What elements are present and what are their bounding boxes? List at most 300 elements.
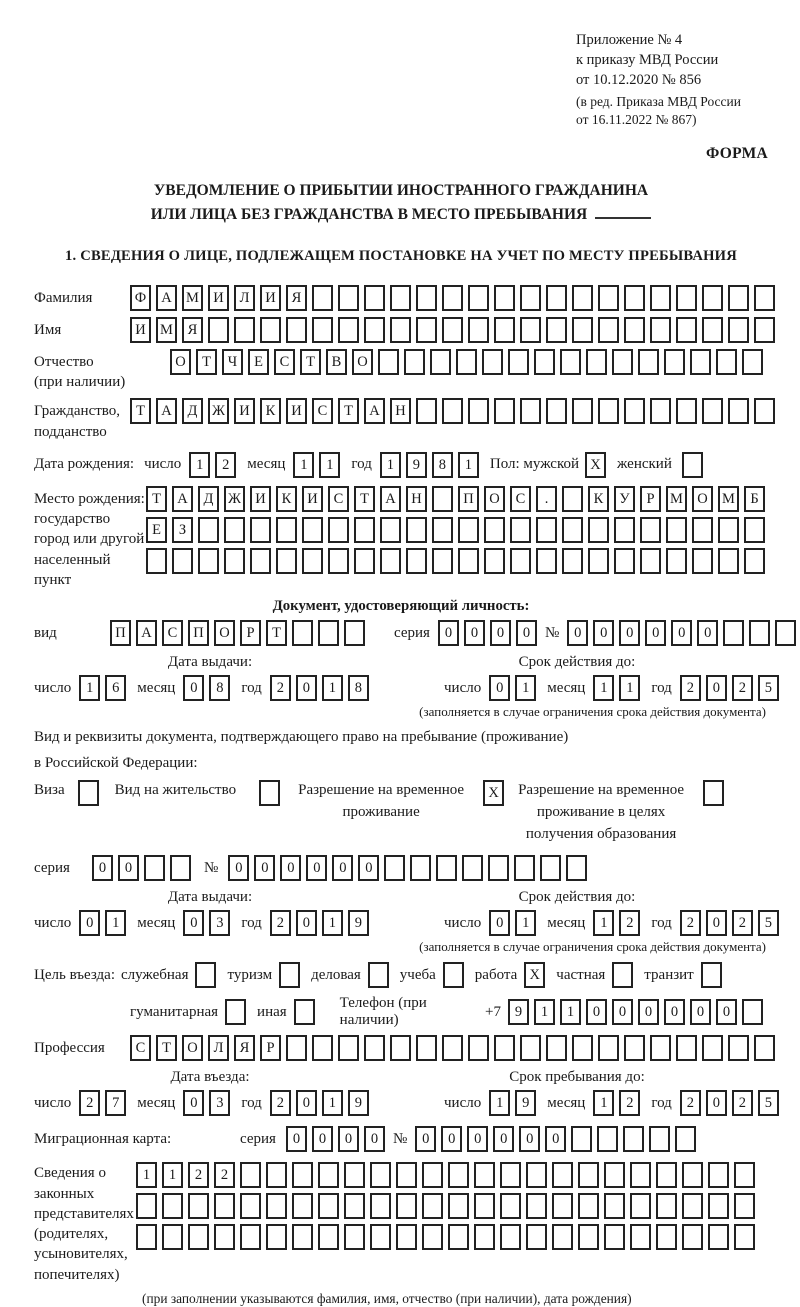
char-cell[interactable] bbox=[500, 1224, 521, 1250]
char-cell[interactable] bbox=[682, 1162, 703, 1188]
char-cell[interactable]: 1 bbox=[515, 910, 536, 936]
char-cell[interactable]: 0 bbox=[438, 620, 459, 646]
char-cell[interactable]: Я bbox=[234, 1035, 255, 1061]
char-cell[interactable] bbox=[259, 780, 280, 806]
char-cell[interactable]: 0 bbox=[228, 855, 249, 881]
char-cell[interactable] bbox=[718, 548, 739, 574]
char-cell[interactable]: С bbox=[312, 398, 333, 424]
char-cell[interactable] bbox=[364, 285, 385, 311]
char-cell[interactable] bbox=[682, 1193, 703, 1219]
char-cell[interactable]: 2 bbox=[214, 1162, 235, 1188]
char-cell[interactable] bbox=[250, 548, 271, 574]
char-cell[interactable] bbox=[338, 285, 359, 311]
char-cell[interactable] bbox=[623, 1126, 644, 1152]
char-cell[interactable]: 1 bbox=[515, 675, 536, 701]
char-cell[interactable] bbox=[604, 1224, 625, 1250]
char-cell[interactable]: 0 bbox=[489, 910, 510, 936]
char-cell[interactable]: 0 bbox=[519, 1126, 540, 1152]
char-cell[interactable]: 1 bbox=[79, 675, 100, 701]
char-cell[interactable] bbox=[292, 1193, 313, 1219]
char-cell[interactable] bbox=[604, 1162, 625, 1188]
char-cell[interactable]: 1 bbox=[593, 675, 614, 701]
char-cell[interactable] bbox=[649, 1126, 670, 1152]
char-cell[interactable] bbox=[728, 285, 749, 311]
char-cell[interactable] bbox=[338, 1035, 359, 1061]
char-cell[interactable] bbox=[312, 317, 333, 343]
char-cell[interactable] bbox=[754, 285, 775, 311]
char-cell[interactable] bbox=[354, 517, 375, 543]
char-cell[interactable] bbox=[364, 317, 385, 343]
char-cell[interactable]: 1 bbox=[560, 999, 581, 1025]
char-cell[interactable]: 0 bbox=[706, 675, 727, 701]
char-cell[interactable] bbox=[318, 1224, 339, 1250]
char-cell[interactable] bbox=[742, 349, 763, 375]
char-cell[interactable]: З bbox=[172, 517, 193, 543]
char-cell[interactable]: И bbox=[250, 486, 271, 512]
char-cell[interactable]: 1 bbox=[458, 452, 479, 478]
char-cell[interactable] bbox=[742, 999, 763, 1025]
char-cell[interactable] bbox=[456, 349, 477, 375]
char-cell[interactable] bbox=[390, 317, 411, 343]
char-cell[interactable] bbox=[390, 1035, 411, 1061]
char-cell[interactable] bbox=[598, 398, 619, 424]
char-cell[interactable]: А bbox=[172, 486, 193, 512]
char-cell[interactable]: У bbox=[614, 486, 635, 512]
char-cell[interactable]: Я bbox=[286, 285, 307, 311]
char-cell[interactable]: 0 bbox=[638, 999, 659, 1025]
char-cell[interactable] bbox=[378, 349, 399, 375]
char-cell[interactable]: 0 bbox=[338, 1126, 359, 1152]
char-cell[interactable]: 2 bbox=[270, 910, 291, 936]
char-cell[interactable] bbox=[390, 285, 411, 311]
char-cell[interactable] bbox=[214, 1193, 235, 1219]
char-cell[interactable]: 0 bbox=[697, 620, 718, 646]
char-cell[interactable]: Д bbox=[182, 398, 203, 424]
char-cell[interactable]: 1 bbox=[162, 1162, 183, 1188]
char-cell[interactable]: М bbox=[718, 486, 739, 512]
char-cell[interactable] bbox=[500, 1162, 521, 1188]
char-cell[interactable] bbox=[702, 285, 723, 311]
char-cell[interactable] bbox=[624, 285, 645, 311]
char-cell[interactable] bbox=[571, 1126, 592, 1152]
char-cell[interactable]: 1 bbox=[322, 910, 343, 936]
char-cell[interactable]: Н bbox=[406, 486, 427, 512]
char-cell[interactable]: Т bbox=[156, 1035, 177, 1061]
char-cell[interactable] bbox=[448, 1193, 469, 1219]
char-cell[interactable] bbox=[526, 1193, 547, 1219]
char-cell[interactable] bbox=[468, 398, 489, 424]
char-cell[interactable] bbox=[520, 285, 541, 311]
char-cell[interactable] bbox=[754, 1035, 775, 1061]
char-cell[interactable] bbox=[188, 1224, 209, 1250]
char-cell[interactable] bbox=[520, 1035, 541, 1061]
char-cell[interactable]: Т bbox=[338, 398, 359, 424]
char-cell[interactable] bbox=[728, 398, 749, 424]
char-cell[interactable] bbox=[474, 1162, 495, 1188]
char-cell[interactable] bbox=[682, 1224, 703, 1250]
char-cell[interactable] bbox=[162, 1193, 183, 1219]
char-cell[interactable] bbox=[536, 548, 557, 574]
char-cell[interactable] bbox=[354, 548, 375, 574]
char-cell[interactable] bbox=[734, 1162, 755, 1188]
char-cell[interactable]: Т bbox=[354, 486, 375, 512]
char-cell[interactable]: Р bbox=[260, 1035, 281, 1061]
char-cell[interactable] bbox=[701, 962, 722, 988]
char-cell[interactable]: С bbox=[274, 349, 295, 375]
char-cell[interactable] bbox=[578, 1193, 599, 1219]
char-cell[interactable]: 1 bbox=[322, 1090, 343, 1116]
char-cell[interactable]: А bbox=[156, 398, 177, 424]
char-cell[interactable]: 0 bbox=[671, 620, 692, 646]
char-cell[interactable] bbox=[146, 548, 167, 574]
char-cell[interactable] bbox=[224, 548, 245, 574]
char-cell[interactable] bbox=[410, 855, 431, 881]
char-cell[interactable] bbox=[432, 517, 453, 543]
char-cell[interactable]: X bbox=[524, 962, 545, 988]
char-cell[interactable]: X bbox=[585, 452, 606, 478]
char-cell[interactable] bbox=[734, 1193, 755, 1219]
char-cell[interactable] bbox=[396, 1162, 417, 1188]
char-cell[interactable]: 2 bbox=[270, 1090, 291, 1116]
char-cell[interactable] bbox=[416, 1035, 437, 1061]
char-cell[interactable]: 9 bbox=[406, 452, 427, 478]
char-cell[interactable] bbox=[566, 855, 587, 881]
char-cell[interactable]: 0 bbox=[586, 999, 607, 1025]
char-cell[interactable] bbox=[546, 317, 567, 343]
char-cell[interactable]: О bbox=[214, 620, 235, 646]
char-cell[interactable] bbox=[690, 349, 711, 375]
char-cell[interactable]: 2 bbox=[732, 910, 753, 936]
char-cell[interactable] bbox=[430, 349, 451, 375]
char-cell[interactable]: 1 bbox=[189, 452, 210, 478]
char-cell[interactable]: С bbox=[510, 486, 531, 512]
char-cell[interactable] bbox=[338, 317, 359, 343]
char-cell[interactable] bbox=[344, 1224, 365, 1250]
char-cell[interactable]: Р bbox=[240, 620, 261, 646]
char-cell[interactable]: 0 bbox=[415, 1126, 436, 1152]
char-cell[interactable] bbox=[640, 517, 661, 543]
char-cell[interactable] bbox=[443, 962, 464, 988]
char-cell[interactable] bbox=[526, 1162, 547, 1188]
char-cell[interactable]: А bbox=[380, 486, 401, 512]
char-cell[interactable] bbox=[692, 548, 713, 574]
char-cell[interactable] bbox=[312, 1035, 333, 1061]
char-cell[interactable]: С bbox=[328, 486, 349, 512]
char-cell[interactable]: Ж bbox=[208, 398, 229, 424]
char-cell[interactable] bbox=[240, 1224, 261, 1250]
char-cell[interactable]: X bbox=[483, 780, 504, 806]
char-cell[interactable] bbox=[214, 1224, 235, 1250]
char-cell[interactable] bbox=[276, 517, 297, 543]
char-cell[interactable] bbox=[676, 1035, 697, 1061]
char-cell[interactable]: 1 bbox=[319, 452, 340, 478]
char-cell[interactable] bbox=[422, 1193, 443, 1219]
char-cell[interactable]: 8 bbox=[209, 675, 230, 701]
char-cell[interactable] bbox=[344, 1162, 365, 1188]
char-cell[interactable] bbox=[614, 517, 635, 543]
char-cell[interactable]: 0 bbox=[296, 910, 317, 936]
char-cell[interactable]: О bbox=[484, 486, 505, 512]
char-cell[interactable] bbox=[436, 855, 457, 881]
char-cell[interactable] bbox=[292, 1162, 313, 1188]
char-cell[interactable]: 2 bbox=[732, 1090, 753, 1116]
char-cell[interactable]: 0 bbox=[79, 910, 100, 936]
char-cell[interactable] bbox=[286, 317, 307, 343]
char-cell[interactable] bbox=[676, 317, 697, 343]
char-cell[interactable]: 9 bbox=[508, 999, 529, 1025]
char-cell[interactable] bbox=[416, 317, 437, 343]
char-cell[interactable]: 0 bbox=[516, 620, 537, 646]
char-cell[interactable]: П bbox=[110, 620, 131, 646]
char-cell[interactable] bbox=[598, 317, 619, 343]
char-cell[interactable]: 1 bbox=[293, 452, 314, 478]
char-cell[interactable]: Р bbox=[640, 486, 661, 512]
char-cell[interactable]: 2 bbox=[732, 675, 753, 701]
char-cell[interactable]: 0 bbox=[664, 999, 685, 1025]
char-cell[interactable]: 0 bbox=[612, 999, 633, 1025]
char-cell[interactable] bbox=[406, 548, 427, 574]
char-cell[interactable]: 2 bbox=[680, 675, 701, 701]
char-cell[interactable] bbox=[640, 548, 661, 574]
char-cell[interactable]: 0 bbox=[358, 855, 379, 881]
char-cell[interactable]: 2 bbox=[680, 1090, 701, 1116]
char-cell[interactable] bbox=[279, 962, 300, 988]
char-cell[interactable] bbox=[630, 1193, 651, 1219]
char-cell[interactable] bbox=[546, 398, 567, 424]
char-cell[interactable]: Т bbox=[146, 486, 167, 512]
char-cell[interactable] bbox=[597, 1126, 618, 1152]
char-cell[interactable]: О bbox=[352, 349, 373, 375]
char-cell[interactable]: 9 bbox=[348, 910, 369, 936]
char-cell[interactable] bbox=[344, 1193, 365, 1219]
char-cell[interactable] bbox=[562, 548, 583, 574]
char-cell[interactable]: Н bbox=[390, 398, 411, 424]
char-cell[interactable] bbox=[260, 317, 281, 343]
char-cell[interactable] bbox=[468, 285, 489, 311]
char-cell[interactable] bbox=[775, 620, 796, 646]
char-cell[interactable] bbox=[614, 548, 635, 574]
char-cell[interactable]: 2 bbox=[680, 910, 701, 936]
char-cell[interactable] bbox=[562, 486, 583, 512]
char-cell[interactable] bbox=[198, 548, 219, 574]
char-cell[interactable] bbox=[136, 1193, 157, 1219]
char-cell[interactable]: Е bbox=[146, 517, 167, 543]
char-cell[interactable] bbox=[586, 349, 607, 375]
char-cell[interactable]: 3 bbox=[209, 1090, 230, 1116]
char-cell[interactable] bbox=[484, 517, 505, 543]
char-cell[interactable]: В bbox=[326, 349, 347, 375]
char-cell[interactable] bbox=[292, 1224, 313, 1250]
char-cell[interactable] bbox=[588, 517, 609, 543]
char-cell[interactable] bbox=[364, 1035, 385, 1061]
char-cell[interactable]: 3 bbox=[209, 910, 230, 936]
char-cell[interactable]: 0 bbox=[716, 999, 737, 1025]
char-cell[interactable] bbox=[520, 317, 541, 343]
char-cell[interactable] bbox=[728, 317, 749, 343]
char-cell[interactable]: 2 bbox=[270, 675, 291, 701]
char-cell[interactable] bbox=[728, 1035, 749, 1061]
char-cell[interactable]: 1 bbox=[380, 452, 401, 478]
char-cell[interactable]: Т bbox=[196, 349, 217, 375]
char-cell[interactable]: К bbox=[588, 486, 609, 512]
char-cell[interactable]: Т bbox=[300, 349, 321, 375]
char-cell[interactable]: П bbox=[458, 486, 479, 512]
char-cell[interactable] bbox=[432, 486, 453, 512]
char-cell[interactable]: 0 bbox=[364, 1126, 385, 1152]
char-cell[interactable]: К bbox=[260, 398, 281, 424]
char-cell[interactable]: 0 bbox=[183, 1090, 204, 1116]
char-cell[interactable]: Л bbox=[208, 1035, 229, 1061]
char-cell[interactable] bbox=[266, 1162, 287, 1188]
char-cell[interactable] bbox=[572, 317, 593, 343]
char-cell[interactable] bbox=[78, 780, 99, 806]
char-cell[interactable] bbox=[572, 1035, 593, 1061]
char-cell[interactable]: 0 bbox=[545, 1126, 566, 1152]
char-cell[interactable] bbox=[458, 548, 479, 574]
char-cell[interactable] bbox=[172, 548, 193, 574]
char-cell[interactable]: 1 bbox=[105, 910, 126, 936]
char-cell[interactable]: . bbox=[536, 486, 557, 512]
char-cell[interactable]: 1 bbox=[322, 675, 343, 701]
char-cell[interactable]: 2 bbox=[619, 1090, 640, 1116]
char-cell[interactable] bbox=[286, 1035, 307, 1061]
char-cell[interactable] bbox=[624, 317, 645, 343]
char-cell[interactable]: И bbox=[234, 398, 255, 424]
char-cell[interactable]: С bbox=[130, 1035, 151, 1061]
char-cell[interactable] bbox=[656, 1193, 677, 1219]
char-cell[interactable] bbox=[578, 1162, 599, 1188]
char-cell[interactable]: 2 bbox=[188, 1162, 209, 1188]
char-cell[interactable] bbox=[534, 349, 555, 375]
char-cell[interactable] bbox=[494, 398, 515, 424]
char-cell[interactable] bbox=[442, 398, 463, 424]
char-cell[interactable] bbox=[588, 548, 609, 574]
char-cell[interactable] bbox=[718, 517, 739, 543]
char-cell[interactable]: А bbox=[136, 620, 157, 646]
char-cell[interactable]: 0 bbox=[493, 1126, 514, 1152]
char-cell[interactable]: Д bbox=[198, 486, 219, 512]
char-cell[interactable]: 0 bbox=[441, 1126, 462, 1152]
char-cell[interactable] bbox=[488, 855, 509, 881]
char-cell[interactable] bbox=[702, 317, 723, 343]
char-cell[interactable]: О bbox=[170, 349, 191, 375]
char-cell[interactable]: 0 bbox=[467, 1126, 488, 1152]
char-cell[interactable] bbox=[536, 517, 557, 543]
char-cell[interactable]: 7 bbox=[105, 1090, 126, 1116]
char-cell[interactable]: 0 bbox=[567, 620, 588, 646]
char-cell[interactable] bbox=[578, 1224, 599, 1250]
char-cell[interactable]: Т bbox=[130, 398, 151, 424]
char-cell[interactable] bbox=[630, 1162, 651, 1188]
char-cell[interactable] bbox=[552, 1162, 573, 1188]
char-cell[interactable]: 0 bbox=[312, 1126, 333, 1152]
char-cell[interactable] bbox=[702, 1035, 723, 1061]
char-cell[interactable] bbox=[734, 1224, 755, 1250]
char-cell[interactable]: 1 bbox=[593, 1090, 614, 1116]
char-cell[interactable] bbox=[656, 1224, 677, 1250]
char-cell[interactable] bbox=[572, 398, 593, 424]
char-cell[interactable] bbox=[666, 548, 687, 574]
char-cell[interactable] bbox=[302, 517, 323, 543]
char-cell[interactable] bbox=[318, 1162, 339, 1188]
char-cell[interactable]: 1 bbox=[489, 1090, 510, 1116]
char-cell[interactable]: 0 bbox=[706, 1090, 727, 1116]
char-cell[interactable] bbox=[682, 452, 703, 478]
char-cell[interactable] bbox=[526, 1224, 547, 1250]
char-cell[interactable] bbox=[458, 517, 479, 543]
char-cell[interactable] bbox=[552, 1193, 573, 1219]
char-cell[interactable] bbox=[754, 398, 775, 424]
char-cell[interactable]: 0 bbox=[296, 1090, 317, 1116]
char-cell[interactable] bbox=[448, 1162, 469, 1188]
char-cell[interactable] bbox=[703, 780, 724, 806]
char-cell[interactable]: 0 bbox=[118, 855, 139, 881]
char-cell[interactable] bbox=[749, 620, 770, 646]
char-cell[interactable] bbox=[474, 1224, 495, 1250]
char-cell[interactable]: 9 bbox=[348, 1090, 369, 1116]
char-cell[interactable]: 5 bbox=[758, 1090, 779, 1116]
char-cell[interactable] bbox=[224, 517, 245, 543]
char-cell[interactable] bbox=[546, 285, 567, 311]
char-cell[interactable] bbox=[170, 855, 191, 881]
char-cell[interactable] bbox=[562, 517, 583, 543]
char-cell[interactable] bbox=[240, 1162, 261, 1188]
char-cell[interactable] bbox=[744, 548, 765, 574]
char-cell[interactable]: 0 bbox=[254, 855, 275, 881]
char-cell[interactable] bbox=[494, 285, 515, 311]
char-cell[interactable]: 0 bbox=[645, 620, 666, 646]
char-cell[interactable] bbox=[432, 548, 453, 574]
char-cell[interactable] bbox=[266, 1193, 287, 1219]
char-cell[interactable]: 0 bbox=[183, 675, 204, 701]
char-cell[interactable]: 0 bbox=[619, 620, 640, 646]
char-cell[interactable] bbox=[560, 349, 581, 375]
char-cell[interactable] bbox=[630, 1224, 651, 1250]
char-cell[interactable]: 1 bbox=[534, 999, 555, 1025]
char-cell[interactable]: 5 bbox=[758, 910, 779, 936]
char-cell[interactable]: А bbox=[156, 285, 177, 311]
char-cell[interactable]: Б bbox=[744, 486, 765, 512]
char-cell[interactable]: М bbox=[156, 317, 177, 343]
char-cell[interactable] bbox=[318, 620, 339, 646]
char-cell[interactable] bbox=[676, 398, 697, 424]
char-cell[interactable] bbox=[302, 548, 323, 574]
char-cell[interactable] bbox=[552, 1224, 573, 1250]
char-cell[interactable]: 0 bbox=[280, 855, 301, 881]
char-cell[interactable] bbox=[404, 349, 425, 375]
char-cell[interactable] bbox=[136, 1224, 157, 1250]
char-cell[interactable] bbox=[650, 285, 671, 311]
char-cell[interactable] bbox=[656, 1162, 677, 1188]
char-cell[interactable] bbox=[708, 1193, 729, 1219]
char-cell[interactable] bbox=[406, 517, 427, 543]
char-cell[interactable] bbox=[328, 517, 349, 543]
char-cell[interactable]: 2 bbox=[619, 910, 640, 936]
char-cell[interactable] bbox=[598, 1035, 619, 1061]
char-cell[interactable] bbox=[546, 1035, 567, 1061]
char-cell[interactable]: 6 bbox=[105, 675, 126, 701]
char-cell[interactable] bbox=[650, 398, 671, 424]
char-cell[interactable] bbox=[442, 1035, 463, 1061]
char-cell[interactable]: И bbox=[208, 285, 229, 311]
char-cell[interactable]: 0 bbox=[92, 855, 113, 881]
char-cell[interactable]: 0 bbox=[183, 910, 204, 936]
char-cell[interactable] bbox=[276, 548, 297, 574]
char-cell[interactable] bbox=[675, 1126, 696, 1152]
char-cell[interactable]: 2 bbox=[215, 452, 236, 478]
char-cell[interactable] bbox=[380, 517, 401, 543]
char-cell[interactable] bbox=[650, 1035, 671, 1061]
